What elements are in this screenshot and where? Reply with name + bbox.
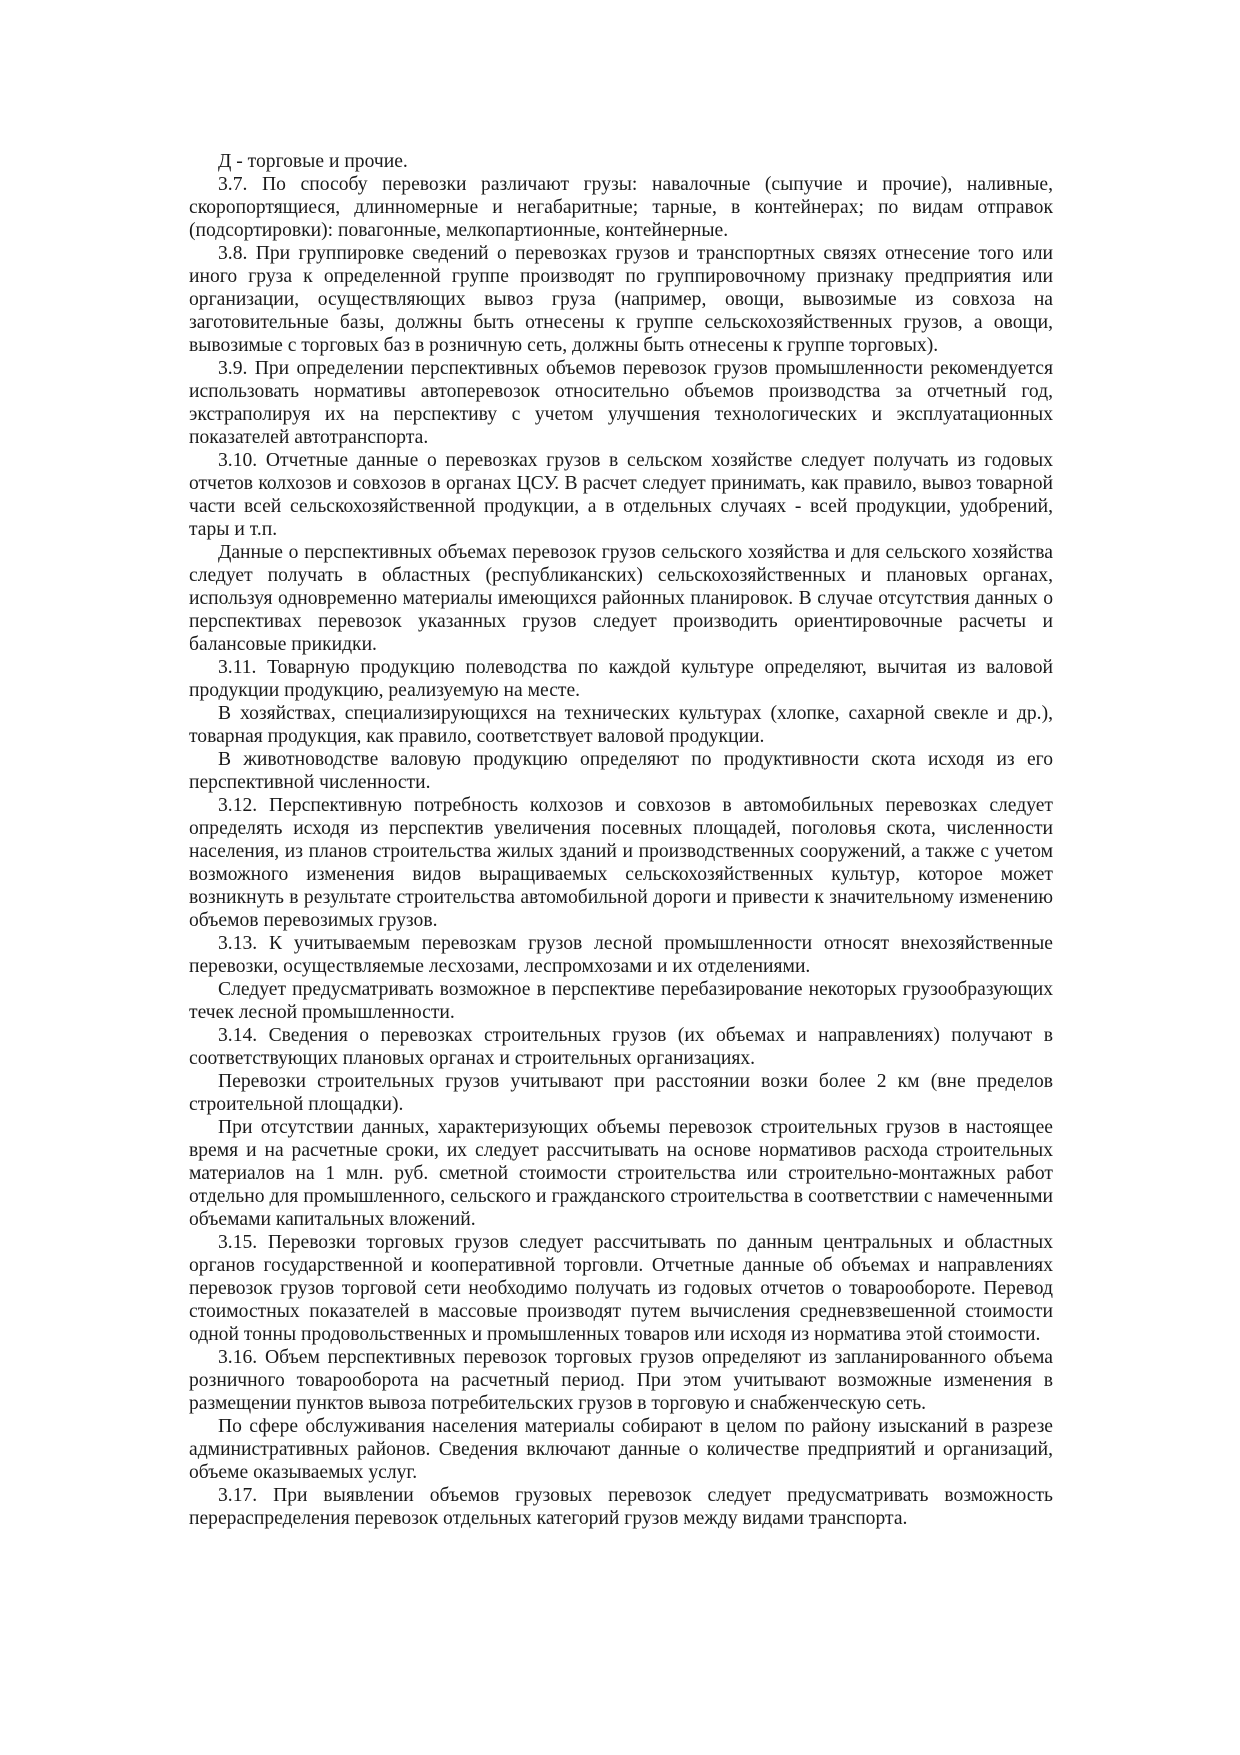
paragraph-agriculture-prospects: Данные о перспективных объемах перевозок грузов сельского хозяйства и для сельского хозяйства следует получать в областных (республиканских) сельскохозяйственных и плановых органах, используя одновременно материалы имеющихся районных планировок. В случае отсутствия данных о перспективах перевозок указанных грузов следует производить ориентировочные расчеты и балансовые прикидки. (189, 542, 1053, 655)
paragraph-3-16: 3.16. Объем перспективных перевозок торговых грузов определяют из запланированного объема розничного товарооборота на расчетный период. При этом учитывают возможные изменения в размещении пунктов вывоза потребительских грузов в торговую и снабженческую сеть. (189, 1347, 1053, 1414)
paragraph-3-11: 3.11. Товарную продукцию полеводства по каждой культуре определяют, вычитая из валовой продукции продукцию, реализуемую на месте. (189, 657, 1053, 701)
paragraph-3-17: 3.17. При выявлении объемов грузовых перевозок следует предусматривать возможность перераспределения перевозок отдельных категорий грузов между видами транспорта. (189, 1485, 1053, 1529)
paragraph-construction-norms: При отсутствии данных, характеризующих объемы перевозок строительных грузов в настоящее время и на расчетные сроки, их следует рассчитывать на основе нормативов расхода строительных материалов на 1 млн. руб. сметной стоимости строительства или строительно-монтажных работ отдельно для промышленного, сельского и гражданского строительства в соответствии с намеченными объемами капитальных вложений. (189, 1117, 1053, 1230)
paragraph-3-12: 3.12. Перспективную потребность колхозов и совхозов в автомобильных перевозках следует определять исходя из перспектив увеличения посевных площадей, поголовья скота, численности населения, из планов строительства жилых зданий и производственных сооружений, а также с учетом возможного изменения видов выращиваемых сельскохозяйственных культур, которое может возникнуть в результате строительства автомобильной дороги и привести к значительному изменению объемов перевозимых грузов. (189, 795, 1053, 931)
paragraph-technical-crops: В хозяйствах, специализирующихся на технических культурах (хлопке, сахарной свекле и др.), товарная продукция, как правило, соответствует валовой продукции. (189, 703, 1053, 747)
paragraph-construction-distance: Перевозки строительных грузов учитывают при расстоянии возки более 2 км (вне пределов строительной площадки). (189, 1071, 1053, 1115)
paragraph-3-8: 3.8. При группировке сведений о перевозках грузов и транспортных связях отнесение того или иного груза к определенной группе производят по группировочному признаку предприятия или организации, осуществляющих вывоз груза (например, овощи, вывозимые из совхоза на заготовительные базы, должны быть отнесены к группе сельскохозяйственных грузов, а овощи, вывозимые с торговых баз в розничную сеть, должны быть отнесены к группе торговых). (189, 243, 1053, 356)
document-page (189, 150, 1053, 1530)
paragraph-3-13: 3.13. К учитываемым перевозкам грузов лесной промышленности относят внехозяйственные перевозки, осуществляемые лесхозами, леспромхозами и их отделениями. (189, 933, 1053, 977)
paragraph-livestock: В животноводстве валовую продукцию определяют по продуктивности скота исходя из его перспективной численности. (189, 749, 1053, 793)
paragraph-forestry-relocation: Следует предусматривать возможное в перспективе перебазирование некоторых грузообразующих течек лесной промышленности. (189, 979, 1053, 1023)
paragraph-3-14: 3.14. Сведения о перевозках строительных грузов (их объемах и направлениях) получают в соответствующих плановых органах и строительных организациях. (189, 1025, 1053, 1069)
paragraph-3-9: 3.9. При определении перспективных объемов перевозок грузов промышленности рекомендуется использовать нормативы автоперевозок относительно объемов производства за отчетный год, экстраполируя их на перспективу с учетом улучшения технологических и эксплуатационных показателей автотранспорта. (189, 358, 1053, 448)
paragraph-3-7: 3.7. По способу перевозки различают грузы: навалочные (сыпучие и прочие), наливные, скоропортящиеся, длинномерные и негабаритные; тарные, в контейнерах; по видам отправок (подсортировки): повагонные, мелкопартионные, контейнерные. (189, 174, 1053, 241)
paragraph-services: По сфере обслуживания населения материалы собирают в целом по району изысканий в разрезе административных районов. Сведения включают данные о количестве предприятий и организаций, объеме оказываемых услуг. (189, 1416, 1053, 1483)
paragraph-3-10: 3.10. Отчетные данные о перевозках грузов в сельском хозяйстве следует получать из годовых отчетов колхозов и совхозов в органах ЦСУ. В расчет следует принимать, как правило, вывоз товарной части всей сельскохозяйственной продукции, а в отдельных случаях - всей продукции, удобрений, тары и т.п. (189, 450, 1053, 540)
paragraph-d-trade: Д - торговые и прочие. (218, 151, 408, 172)
paragraph-3-15: 3.15. Перевозки торговых грузов следует рассчитывать по данным центральных и областных органов государственной и кооперативной торговли. Отчетные данные об объемах и направлениях перевозок грузов торговой сети необходимо получать из годовых отчетов о товарообороте. Перевод стоимостных показателей в массовые производят путем вычисления средневзвешенной стоимости одной тонны продовольственных и промышленных товаров или исходя из норматива этой стоимости. (189, 1232, 1053, 1345)
